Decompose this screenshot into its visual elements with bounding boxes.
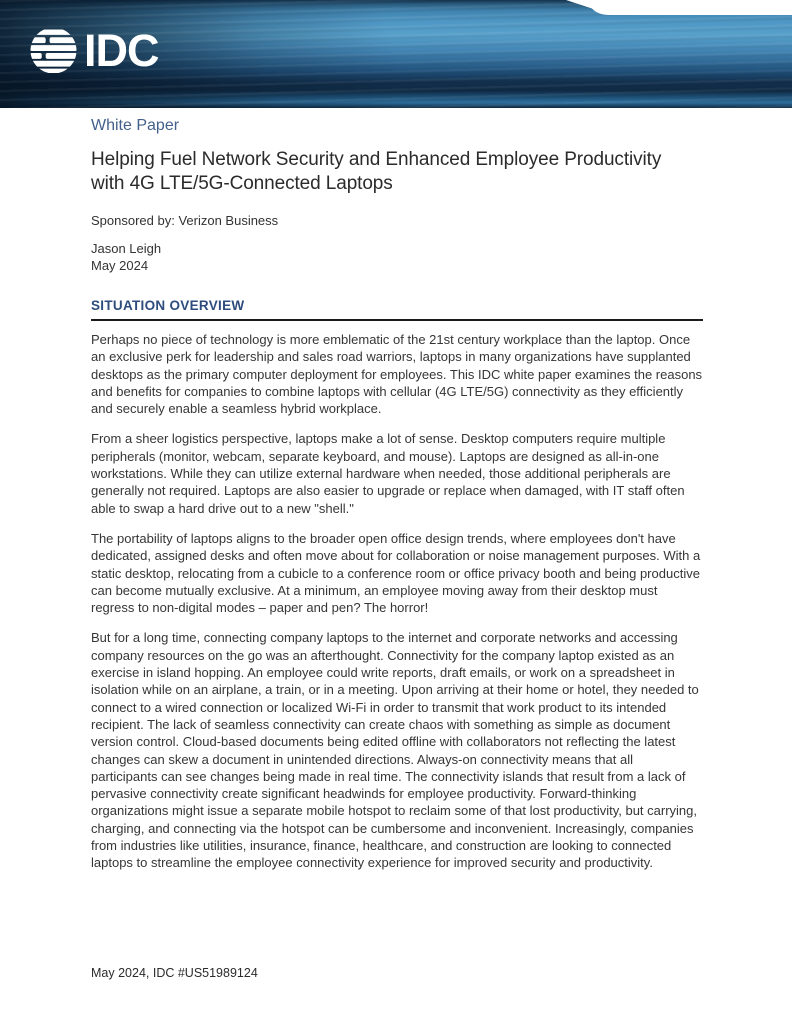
document-type-label: White Paper [91,117,180,134]
byline-block [91,240,703,274]
idc-logo [30,27,159,74]
body-paragraph-4: But for a long time, connecting company laptops to the internet and corporate networks and accessing company resources on the go was an afterthought. Connectivity for the company laptop existed as an exercise in island hopping. An employee could write reports, draft emails, or work on a spreadsheet in isolation while on an airplane, a train, or in a meeting. Upon arriving at their home or hotel, they needed to connect to a wired connection or localized Wi-Fi in order to transmit that work product to its intended recipient. The lack of seamless connectivity can create chaos with something as simple as document version control. Cloud-based documents being edited offline with collaborators not reflecting the latest changes can skew a document in unintended directions. Always-on connectivity means that all participants can see changes being made in real time. The connectivity islands that result from a lack of pervasive connectivity create significant headwinds for employee productivity. Forward-thinking organizations might issue a separate mobile hotspot to reclaim some of that lost productivity, but carrying, charging, and connecting via the hotspot can be cumbersome and inconvenient. Increasingly, companies from industries like utilities, insurance, finance, healthcare, and construction are looking to connected laptops to streamline the employee connectivity experience for improved security and productivity. [91,630,699,871]
body-paragraph-3: The portability of laptops aligns to the broader open office design trends, where employees don't have dedicated, assigned desks and often move about for collaboration or noise management purposes. With a static desktop, relocating from a cubicle to a conference room or office privacy booth and being productive can become mutually exclusive. At a minimum, an employee moving away from their desktop must regress to non-digital modes – paper and pen? The horror! [91,530,701,616]
footer-citation: May 2024, IDC #US51989124 [91,966,258,980]
sponsor-line: Sponsored by: Verizon Business [91,213,279,228]
idc-globe-icon [30,27,77,74]
idc-logo-text: IDC [84,25,159,76]
corner-accent-shape [564,0,792,15]
body-paragraph-2: From a sheer logistics perspective, laptops make a lot of sense. Desktop computers require multiple peripherals (monitor, webcam, separate keyboard, and mouse). Laptops are designed as all-in-one workstations. While they can utilize external hardware when needed, those additional peripherals are generally not required. Laptops are also easier to upgrade or replace when damaged, with IT staff often able to swap a hard drive out to a new "shell." [91,431,685,516]
author-name: Jason Leigh [91,241,162,256]
body-paragraph-1: Perhaps no piece of technology is more emblematic of the 21st century workplace than the laptop. Once an exclusive perk for leadership and sales road warriors, laptops in many organizations have supplanted desktops as the primary computer deployment for employees. This IDC white paper examines the reasons and benefits for companies to combine laptops with cellular (4G LTE/5G) connectivity as they efficiently and securely enable a seamless hybrid workplace. [91,332,703,417]
publication-date: May 2024 [91,258,149,273]
header-banner [0,0,792,108]
document-body [0,108,792,872]
section-divider [91,319,703,321]
section-heading-situation-overview: SITUATION OVERVIEW [91,298,245,313]
document-title: Helping Fuel Network Security and Enhanced Employee Productivity with 4G LTE/5G-Connected Laptops [91,149,662,194]
